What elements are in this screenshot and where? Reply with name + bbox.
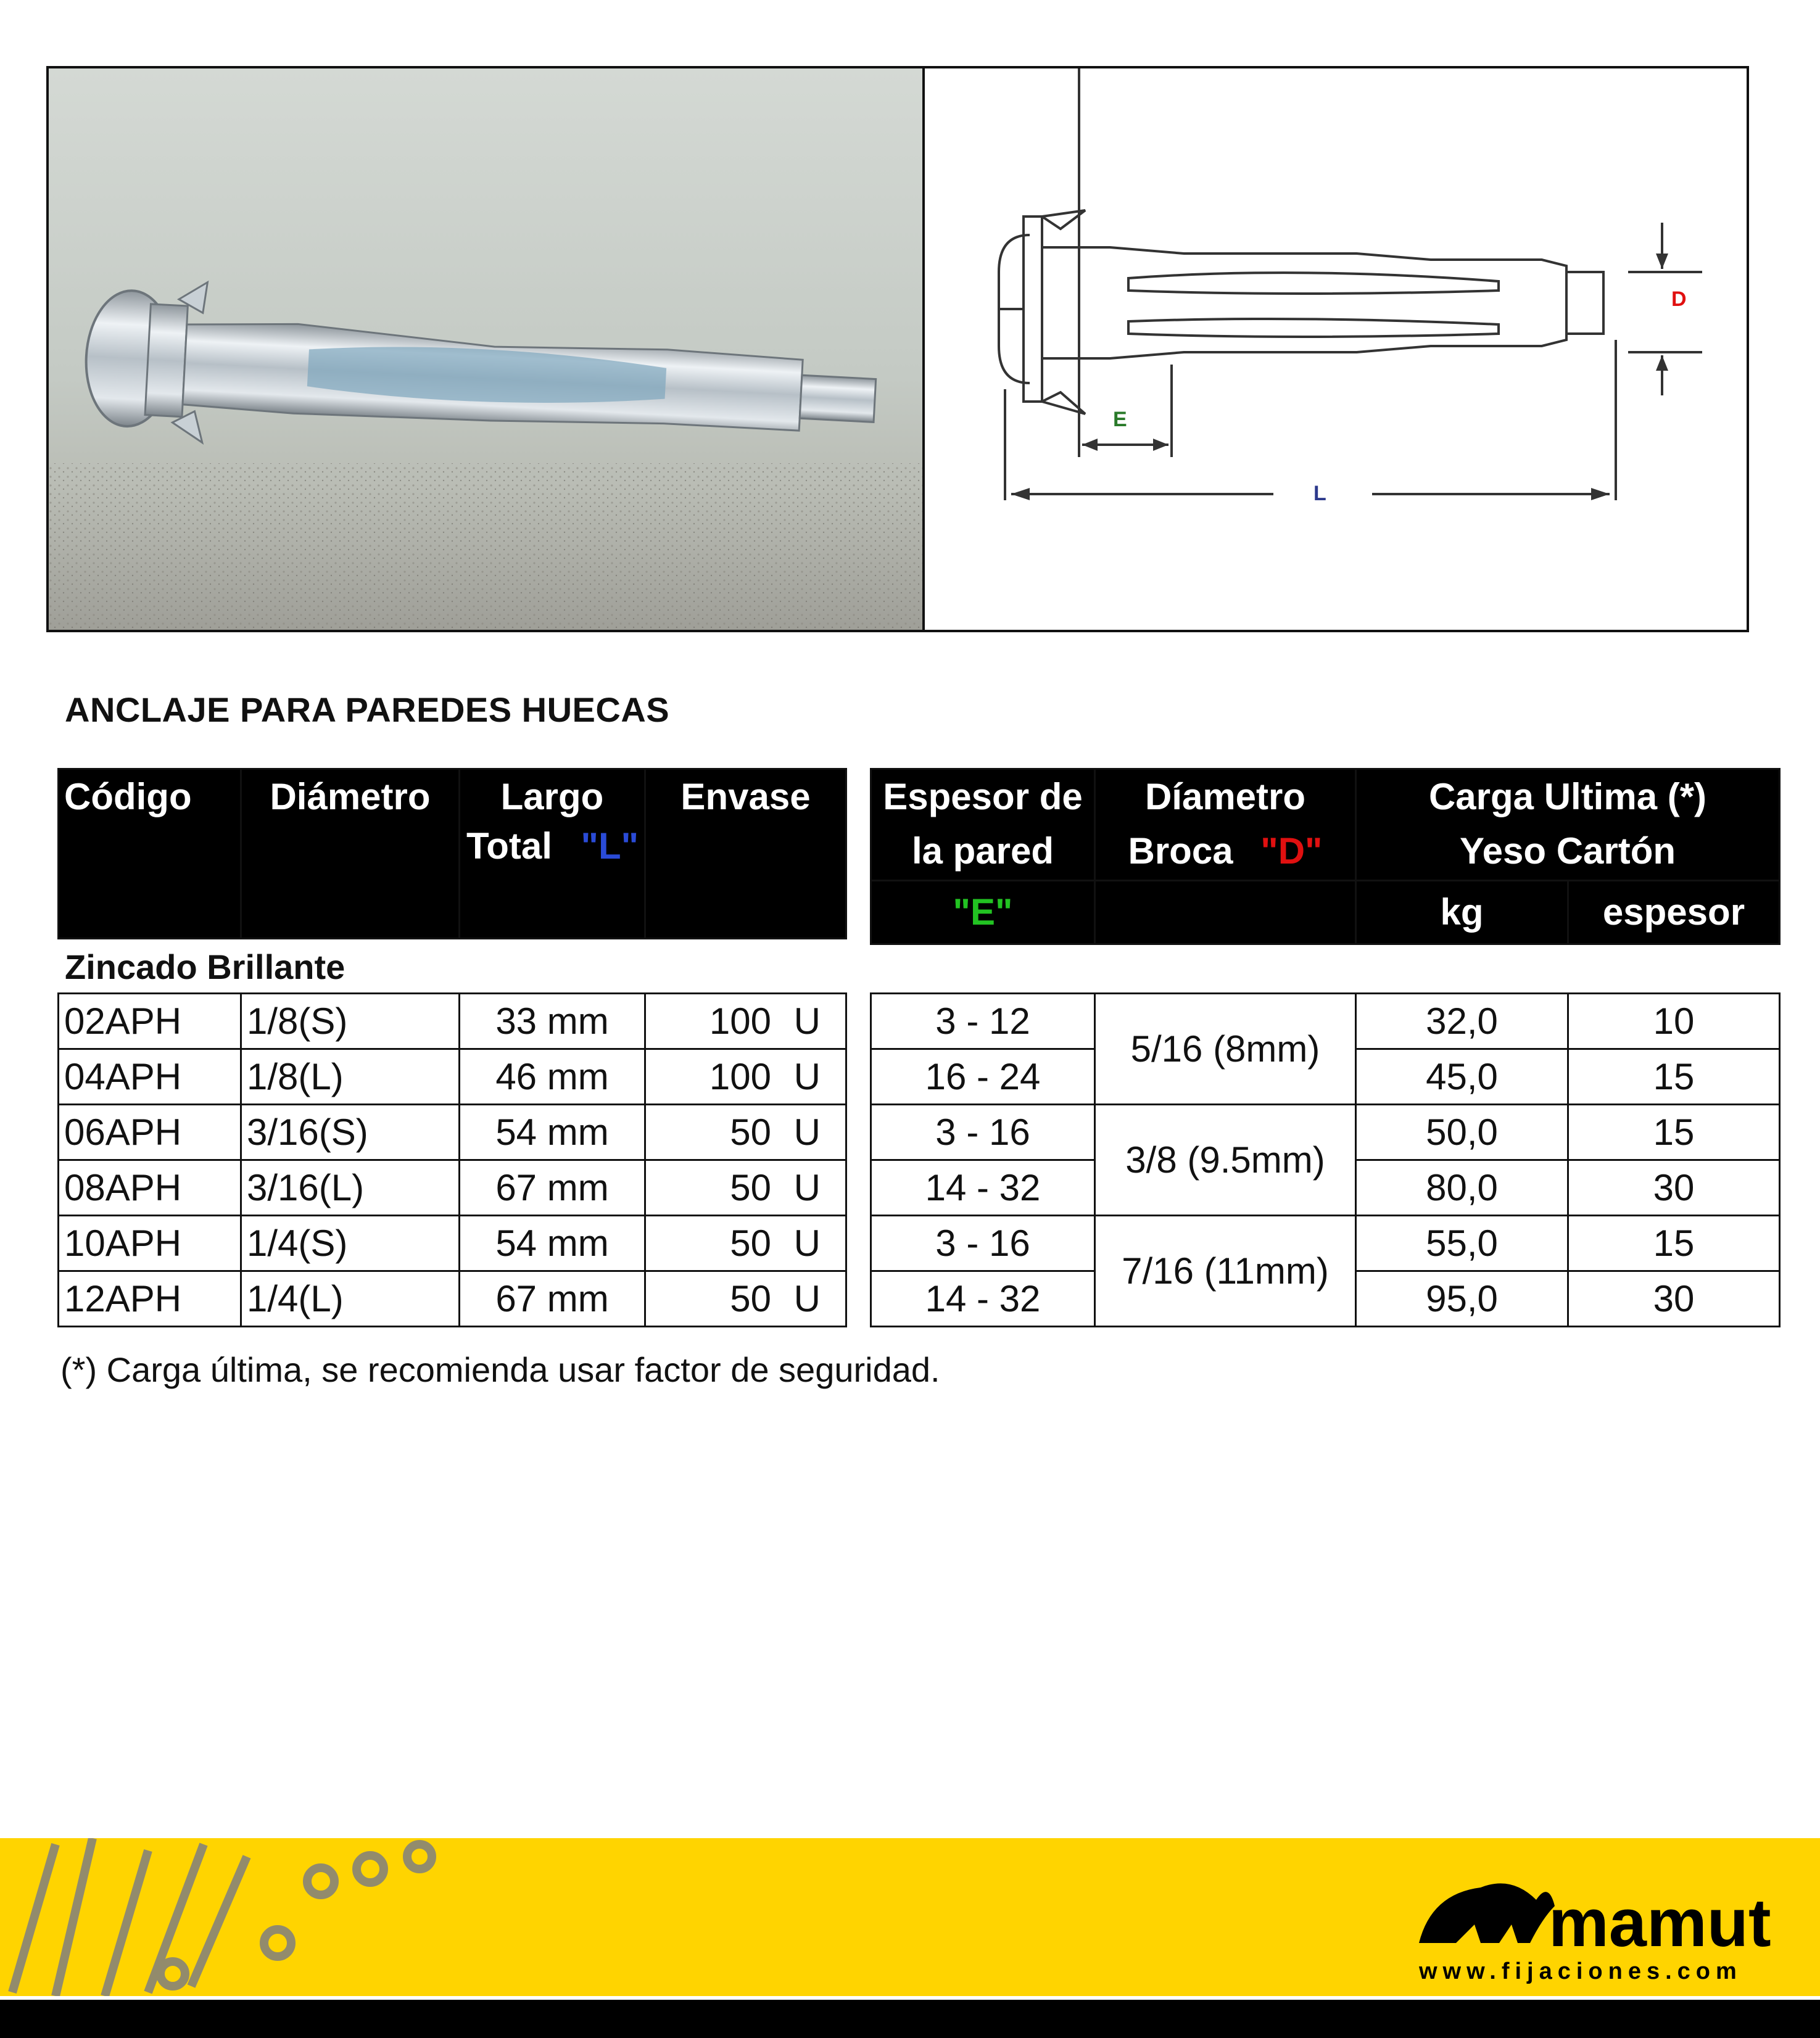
table-row — [59, 1271, 846, 1327]
header-diametro-text: Diámetro — [270, 776, 431, 817]
header-espesor: espesor — [1568, 881, 1780, 944]
cell-espesor: 15 — [1568, 1049, 1780, 1105]
cell-espesor: 30 — [1568, 1271, 1780, 1327]
header-envase — [645, 769, 846, 939]
cell-envase-qty: 100 — [709, 1056, 771, 1097]
cell-envase — [645, 1105, 846, 1160]
cell-diametro: 1/8(L) — [241, 1049, 460, 1105]
cell-espesor-pared: 3 - 16 — [871, 1105, 1095, 1160]
right-data-table — [870, 992, 1781, 1327]
cell-diametro: 3/16(S) — [241, 1105, 460, 1160]
cell-kg: 80,0 — [1356, 1160, 1568, 1216]
header-largo-line2: Total — [466, 825, 552, 867]
table-row — [871, 1105, 1780, 1160]
header-broca-line2: Broca — [1128, 830, 1233, 872]
cell-largo: 46 mm — [460, 1049, 645, 1105]
header-largo — [460, 769, 645, 939]
cell-envase-qty: 50 — [730, 1223, 771, 1264]
finish-subtitle: Zincado Brillante — [65, 947, 345, 986]
cell-codigo: 02APH — [59, 994, 241, 1049]
table-row — [59, 1160, 846, 1216]
brand-banner — [0, 1838, 1820, 1996]
header-kg: kg — [1356, 881, 1568, 944]
header-espesor-symbol: "E" — [871, 881, 1095, 944]
cell-envase-unit: U — [793, 1112, 821, 1153]
cell-kg: 55,0 — [1356, 1216, 1568, 1271]
cell-codigo: 12APH — [59, 1271, 241, 1327]
right-table-header — [870, 768, 1781, 945]
cell-kg: 95,0 — [1356, 1271, 1568, 1327]
cell-espesor: 10 — [1568, 994, 1780, 1049]
label-l: L — [1313, 482, 1326, 505]
brand-url: www.fijaciones.com — [1419, 1958, 1742, 1984]
header-broca-symbol: "D" — [1260, 830, 1323, 872]
header-diametro — [241, 769, 460, 939]
header-espesor-pared — [871, 769, 1095, 881]
product-photo — [46, 66, 922, 632]
anchor-photo-illustration — [49, 68, 922, 630]
cell-codigo: 04APH — [59, 1049, 241, 1105]
header-carga-line2: Yeso Cartón — [1459, 830, 1676, 872]
table-row — [59, 1216, 846, 1271]
cell-espesor-pared: 3 - 12 — [871, 994, 1095, 1049]
cell-diametro: 1/4(S) — [241, 1216, 460, 1271]
cell-envase-unit: U — [793, 1167, 821, 1208]
cell-envase — [645, 1160, 846, 1216]
header-carga-line1: Carga Ultima (*) — [1428, 776, 1707, 817]
cell-espesor-pared: 14 - 32 — [871, 1271, 1095, 1327]
page-title: ANCLAJE PARA PAREDES HUECAS — [65, 690, 670, 729]
cell-diametro: 3/16(L) — [241, 1160, 460, 1216]
cell-broca: 7/16 (11mm) — [1095, 1216, 1356, 1327]
cell-codigo: 06APH — [59, 1105, 241, 1160]
cell-envase-unit: U — [793, 1000, 821, 1042]
brand-name: mamut — [1549, 1885, 1771, 1961]
label-d: D — [1671, 287, 1687, 311]
left-data-table — [57, 992, 847, 1327]
hardware-decoration — [0, 1838, 1820, 1996]
cell-broca: 3/8 (9.5mm) — [1095, 1105, 1356, 1216]
cell-espesor: 15 — [1568, 1216, 1780, 1271]
cell-envase — [645, 1216, 846, 1271]
header-carga — [1356, 769, 1780, 881]
cell-diametro: 1/8(S) — [241, 994, 460, 1049]
cell-kg: 50,0 — [1356, 1105, 1568, 1160]
cell-espesor-pared: 3 - 16 — [871, 1216, 1095, 1271]
table-row — [59, 1105, 846, 1160]
cell-envase — [645, 1049, 846, 1105]
cell-largo: 67 mm — [460, 1271, 645, 1327]
cell-envase-unit: U — [793, 1223, 821, 1264]
left-table-header — [57, 768, 847, 939]
table-row — [871, 1216, 1780, 1271]
cell-espesor-pared: 14 - 32 — [871, 1160, 1095, 1216]
table-row — [59, 1049, 846, 1105]
cell-largo: 54 mm — [460, 1105, 645, 1160]
bottom-bar — [0, 2000, 1820, 2038]
cell-broca: 5/16 (8mm) — [1095, 994, 1356, 1105]
header-espesor-line2: la pared — [911, 830, 1054, 872]
cell-envase — [645, 994, 846, 1049]
header-largo-line1: Largo — [500, 776, 604, 817]
header-broca-empty — [1095, 881, 1356, 944]
cell-envase-unit: U — [793, 1056, 821, 1097]
cell-envase-qty: 50 — [730, 1278, 771, 1319]
table-row — [59, 994, 846, 1049]
header-envase-text: Envase — [680, 776, 811, 817]
cell-kg: 32,0 — [1356, 994, 1568, 1049]
cell-envase-qty: 50 — [730, 1167, 771, 1208]
cell-codigo: 08APH — [59, 1160, 241, 1216]
anchor-dimension-diagram — [925, 68, 1747, 630]
cell-envase-unit: U — [793, 1278, 821, 1319]
cell-kg: 45,0 — [1356, 1049, 1568, 1105]
cell-envase-qty: 50 — [730, 1112, 771, 1153]
header-codigo-text: Código — [64, 776, 192, 817]
cell-largo: 67 mm — [460, 1160, 645, 1216]
mamut-logo — [1418, 1883, 1771, 1984]
header-largo-symbol: "L" — [581, 825, 639, 867]
header-espesor-line1: Espesor de — [883, 776, 1083, 817]
cell-espesor: 30 — [1568, 1160, 1780, 1216]
label-e: E — [1113, 408, 1127, 431]
technical-drawing — [922, 66, 1749, 632]
cell-codigo: 10APH — [59, 1216, 241, 1271]
header-broca-line1: Díametro — [1144, 776, 1306, 817]
cell-envase — [645, 1271, 846, 1327]
cell-largo: 33 mm — [460, 994, 645, 1049]
cell-envase-qty: 100 — [709, 1000, 771, 1042]
cell-diametro: 1/4(L) — [241, 1271, 460, 1327]
footnote: (*) Carga última, se recomienda usar factor de seguridad. — [60, 1350, 940, 1389]
cell-espesor-pared: 16 - 24 — [871, 1049, 1095, 1105]
header-codigo — [59, 769, 241, 939]
header-broca — [1095, 769, 1356, 881]
cell-largo: 54 mm — [460, 1216, 645, 1271]
table-row — [871, 994, 1780, 1049]
cell-espesor: 15 — [1568, 1105, 1780, 1160]
